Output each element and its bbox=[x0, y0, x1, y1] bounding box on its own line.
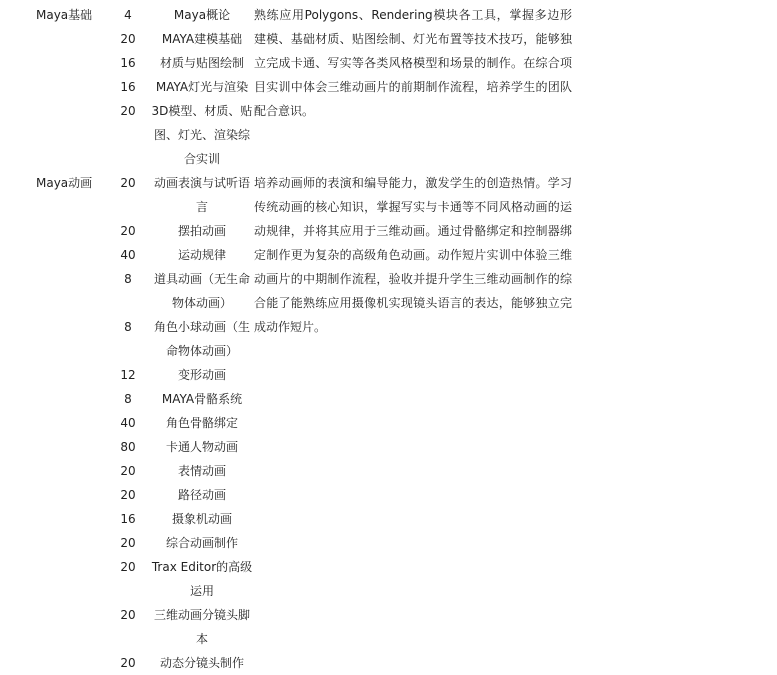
course-name: 表情动画 bbox=[177, 464, 226, 478]
course-hours: 20 bbox=[120, 488, 136, 502]
course-hours: 8 bbox=[124, 320, 132, 334]
module-description: 培养动画师的表演和编导能力，激发学生的创造热情。学习传统动画的核心知识，掌握写实与卡通等不同风格动画的运动规律，并将其应用于三维动画。通过骨骼绑定和控制器绑定制作更为复杂的高级角色动画。动作短片实训中体验三维动画片的中期制作流程，验收并提升学生三维动画制作的综合能了能熟练应用摄像机实现镜头语言的表达，能够独立完成动作短片。 bbox=[254, 176, 572, 334]
course-name: 角色小球动画（生命物体动画） bbox=[153, 320, 250, 358]
course-hours: 16 bbox=[120, 512, 136, 526]
module-name: Maya基础 bbox=[36, 8, 93, 22]
course-name: 运动规律 bbox=[177, 248, 226, 262]
course-hours: 20 bbox=[120, 32, 136, 46]
course-hours: 8 bbox=[124, 392, 132, 406]
course-name: 道具动画（无生命物体动画） bbox=[153, 272, 250, 310]
course-hours: 20 bbox=[120, 608, 136, 622]
course-name: 综合动画制作 bbox=[165, 536, 238, 550]
course-hours: 20 bbox=[120, 656, 136, 670]
course-name: MAYA骨骼系统 bbox=[161, 392, 243, 406]
course-hours: 40 bbox=[120, 416, 136, 430]
course-name: 摄象机动画 bbox=[171, 512, 232, 526]
course-name: 三维动画分镜头脚本 bbox=[153, 608, 250, 646]
course-hours: 20 bbox=[120, 104, 136, 118]
course-name: MAYA建模基础 bbox=[161, 32, 243, 46]
course-hours: 12 bbox=[120, 368, 136, 382]
course-hours: 16 bbox=[120, 80, 136, 94]
course-hours: 20 bbox=[120, 560, 136, 574]
course-name: Trax Editor的高级运用 bbox=[151, 560, 253, 598]
course-name: 动画表演与试听语言 bbox=[153, 176, 250, 214]
course-name: 卡通人物动画 bbox=[165, 440, 238, 454]
course-hours: 8 bbox=[124, 272, 132, 286]
module-description: 熟练应用Polygons、Rendering模块各工具，掌握多边形建模、基础材质、贴图绘制、灯光布置等技术技巧，能够独立完成卡通、写实等各类风格模型和场景的制作。在综合项目实训中体会三维动画片的前期制作流程，培养学生的团队配合意识。 bbox=[254, 8, 572, 118]
course-name: 变形动画 bbox=[177, 368, 226, 382]
course-name: MAYA灯光与渲染 bbox=[155, 80, 249, 94]
course-name: 3D模型、材质、贴图、灯光、渲染综合实训 bbox=[151, 104, 253, 166]
course-hours: 20 bbox=[120, 536, 136, 550]
course-name: Maya概论 bbox=[173, 8, 231, 22]
course-name: 摆拍动画 bbox=[177, 224, 226, 238]
course-hours: 20 bbox=[120, 224, 136, 238]
module-name: Maya动画 bbox=[36, 176, 93, 190]
course-hours: 20 bbox=[120, 464, 136, 478]
course-name: 角色骨骼绑定 bbox=[165, 416, 238, 430]
course-name: 动态分镜头制作 bbox=[159, 656, 244, 670]
course-hours: 4 bbox=[124, 8, 132, 22]
course-name: 材质与贴图绘制 bbox=[159, 56, 244, 70]
course-hours: 20 bbox=[120, 176, 136, 190]
course-hours: 40 bbox=[120, 248, 136, 262]
course-hours: 80 bbox=[120, 440, 136, 454]
course-name: 路径动画 bbox=[177, 488, 226, 502]
course-hours: 16 bbox=[120, 56, 136, 70]
